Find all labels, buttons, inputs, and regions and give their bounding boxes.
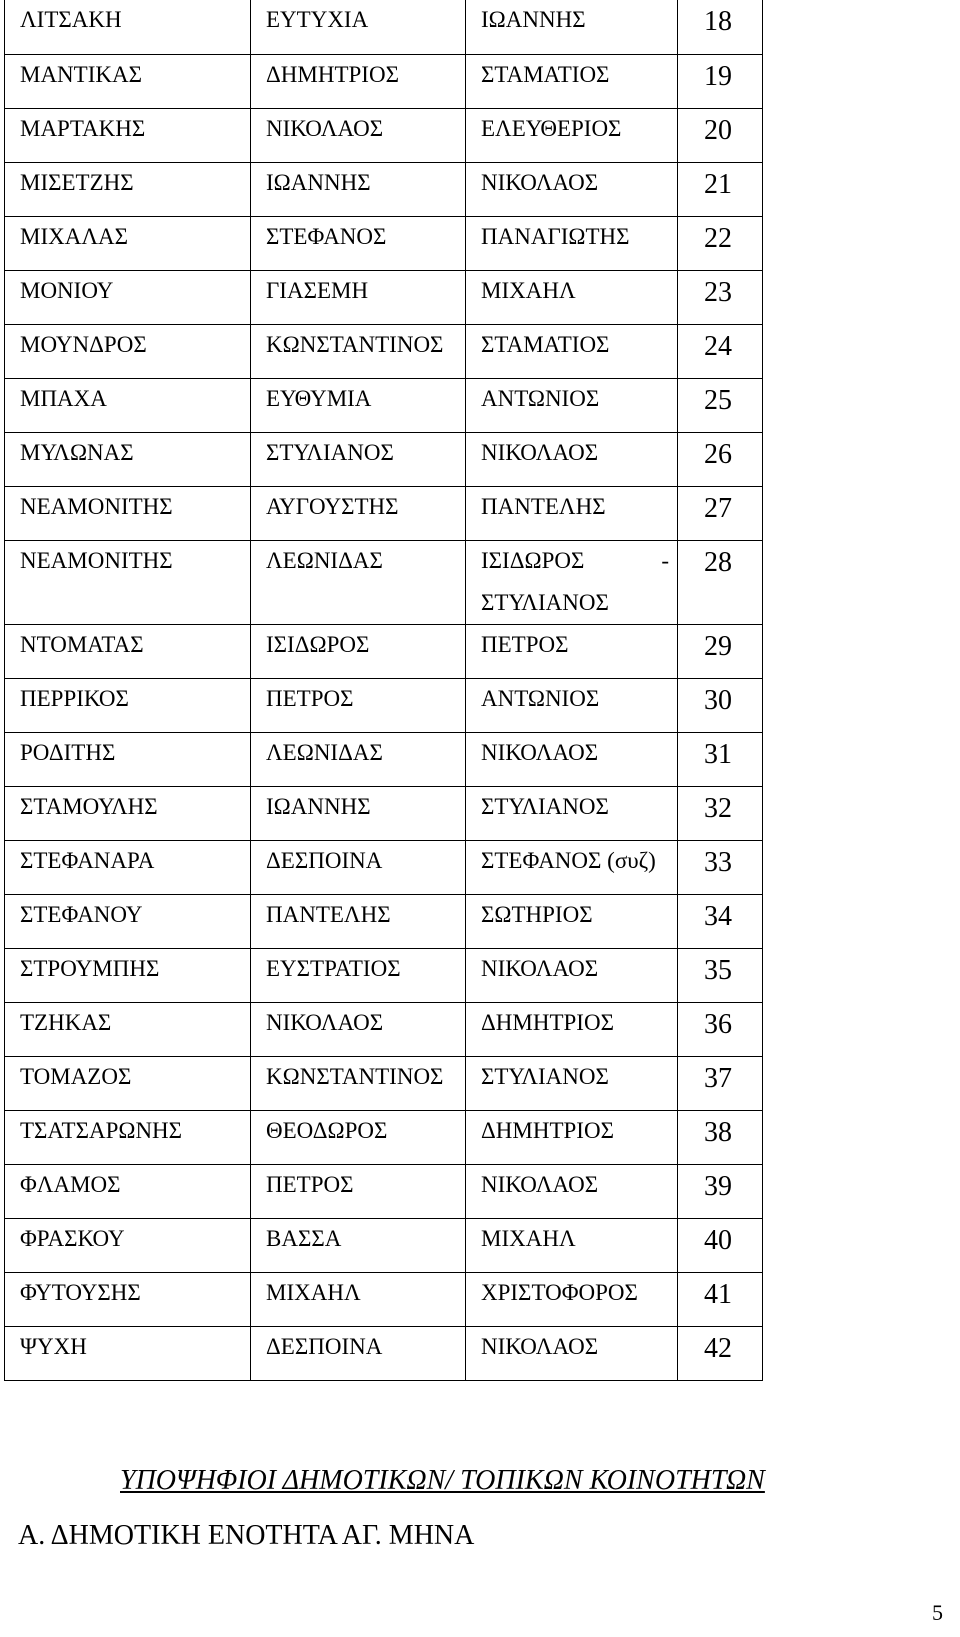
blank-cell [763,678,958,732]
table-row [5,624,958,678]
father-name-cell: ΝΙΚΟΛΑΟΣ [466,162,678,216]
surname-cell: ΦΥΤΟΥΣΗΣ [5,1272,251,1326]
father-name-cell: ΑΝΤΩΝΙΟΣ [466,378,678,432]
number-cell: 19 [678,54,763,108]
surname-cell: ΜΟΝΙΟΥ [5,270,251,324]
father-name-cell: ΣΩΤΗΡΙΟΣ [466,894,678,948]
surname-cell: ΦΡΑΣΚΟΥ [5,1218,251,1272]
table-row [5,486,958,540]
number-cell: 18 [678,0,763,54]
father-name-separator: - [661,547,669,573]
surname-cell: ΤΟΜΑΖΟΣ [5,1056,251,1110]
section-heading: ΥΠΟΨΗΦΙΟΙ ΔΗΜΟΤΙΚΩΝ/ ΤΟΠΙΚΩΝ ΚΟΙΝΟΤΗΤΩΝ [120,1465,765,1496]
table-row [5,54,958,108]
number-cell: 35 [678,948,763,1002]
surname-cell: ΜΥΛΩΝΑΣ [5,432,251,486]
father-name-cell: ΝΙΚΟΛΑΟΣ [466,1326,678,1380]
blank-cell [763,270,958,324]
father-name-cell: ΣΤΕΦΑΝΟΣ (συζ) [466,840,678,894]
number-cell: 39 [678,1164,763,1218]
table-row [5,840,958,894]
number-cell: 27 [678,486,763,540]
name-cell: ΙΩΑΝΝΗΣ [251,786,466,840]
name-cell: ΓΙΑΣΕΜΗ [251,270,466,324]
table-row [5,732,958,786]
table-row [5,216,958,270]
surname-cell: ΣΤΑΜΟΥΛΗΣ [5,786,251,840]
father-name-cell: ΕΛΕΥΘΕΡΙΟΣ [466,108,678,162]
father-name-cell: ΜΙΧΑΗΛ [466,1218,678,1272]
number-cell: 38 [678,1110,763,1164]
blank-cell [763,732,958,786]
blank-cell [763,432,958,486]
table-row [5,948,958,1002]
blank-cell [763,840,958,894]
name-cell: ΛΕΩΝΙΔΑΣ [251,540,466,624]
name-cell: ΕΥΘΥΜΙΑ [251,378,466,432]
number-cell: 37 [678,1056,763,1110]
surname-cell: ΤΣΑΤΣΑΡΩΝΗΣ [5,1110,251,1164]
blank-cell [763,624,958,678]
blank-cell [763,1110,958,1164]
name-cell: ΠΑΝΤΕΛΗΣ [251,894,466,948]
father-name-cell: ΔΗΜΗΤΡΙΟΣ [466,1002,678,1056]
number-cell: 30 [678,678,763,732]
surname-cell: ΤΖΗΚΑΣ [5,1002,251,1056]
name-cell: ΝΙΚΟΛΑΟΣ [251,1002,466,1056]
blank-cell [763,1056,958,1110]
table-row [5,108,958,162]
table-row [5,1272,958,1326]
father-name-cell: ΠΕΤΡΟΣ [466,624,678,678]
blank-cell [763,378,958,432]
father-name-cell: ΝΙΚΟΛΑΟΣ [466,432,678,486]
number-cell: 42 [678,1326,763,1380]
father-name-cell: ΝΙΚΟΛΑΟΣ [466,1164,678,1218]
table-row [5,1218,958,1272]
surname-cell: ΜΑΡΤΑΚΗΣ [5,108,251,162]
father-name-cell: ΣΤΥΛΙΑΝΟΣ [466,1056,678,1110]
surname-cell: ΜΠΑΧΑ [5,378,251,432]
blank-cell [763,894,958,948]
name-cell: ΒΑΣΣΑ [251,1218,466,1272]
blank-cell [763,108,958,162]
name-cell: ΣΤΥΛΙΑΝΟΣ [251,432,466,486]
surname-cell: ΝΕΑΜΟΝΙΤΗΣ [5,540,251,624]
name-cell: ΑΥΓΟΥΣΤΗΣ [251,486,466,540]
name-cell: ΛΕΩΝΙΔΑΣ [251,732,466,786]
number-cell: 29 [678,624,763,678]
surname-cell: ΝΤΟΜΑΤΑΣ [5,624,251,678]
table-row [5,1164,958,1218]
surname-cell: ΜΙΣΕΤΖΗΣ [5,162,251,216]
blank-cell [763,1272,958,1326]
father-name-cell: ΝΙΚΟΛΑΟΣ [466,732,678,786]
table-row [5,432,958,486]
father-name-cell: ΧΡΙΣΤΟΦΟΡΟΣ [466,1272,678,1326]
table-row [5,378,958,432]
table-row [5,1326,958,1380]
name-cell: ΜΙΧΑΗΛ [251,1272,466,1326]
surname-cell: ΡΟΔΙΤΗΣ [5,732,251,786]
name-cell: ΘΕΟΔΩΡΟΣ [251,1110,466,1164]
table-row [5,0,958,54]
surname-cell: ΜΑΝΤΙΚΑΣ [5,54,251,108]
father-name-cell: ΣΤΑΜΑΤΙΟΣ [466,54,678,108]
surname-cell: ΦΛΑΜΟΣ [5,1164,251,1218]
number-cell: 32 [678,786,763,840]
father-name-cell: ΠΑΝΑΓΙΩΤΗΣ [466,216,678,270]
number-cell: 26 [678,432,763,486]
number-cell: 31 [678,732,763,786]
number-cell: 33 [678,840,763,894]
surname-cell: ΣΤΕΦΑΝΟΥ [5,894,251,948]
name-cell: ΔΗΜΗΤΡΙΟΣ [251,54,466,108]
name-cell: ΚΩΝΣΤΑΝΤΙΝΟΣ [251,324,466,378]
father-name-cell: ΝΙΚΟΛΑΟΣ [466,948,678,1002]
blank-cell [763,324,958,378]
blank-cell [763,786,958,840]
table-row [5,270,958,324]
surname-cell: ΠΕΡΡΙΚΟΣ [5,678,251,732]
name-cell: ΕΥΤΥΧΙΑ [251,0,466,54]
number-cell: 36 [678,1002,763,1056]
number-cell: 20 [678,108,763,162]
number-cell: 34 [678,894,763,948]
name-cell: ΠΕΤΡΟΣ [251,1164,466,1218]
blank-cell [763,1164,958,1218]
blank-cell [763,948,958,1002]
table-row [5,678,958,732]
table-row [5,786,958,840]
name-cell: ΔΕΣΠΟΙΝΑ [251,1326,466,1380]
blank-cell [763,1002,958,1056]
father-name-part: ΙΣΙΔΩΡΟΣ [481,547,585,573]
father-name-continuation: ΣΤΥΛΙΑΝΟΣ [481,589,609,615]
number-cell: 25 [678,378,763,432]
blank-cell [763,486,958,540]
father-name-cell [466,540,678,624]
table-row [5,324,958,378]
table-row [5,1056,958,1110]
father-name-cell: ΠΑΝΤΕΛΗΣ [466,486,678,540]
number-cell: 23 [678,270,763,324]
number-cell: 28 [678,540,763,624]
father-name-cell: ΙΩΑΝΝΗΣ [466,0,678,54]
name-cell: ΠΕΤΡΟΣ [251,678,466,732]
blank-cell [763,1218,958,1272]
number-cell: 22 [678,216,763,270]
name-cell: ΣΤΕΦΑΝΟΣ [251,216,466,270]
surname-cell: ΣΤΕΦΑΝΑΡΑ [5,840,251,894]
number-cell: 41 [678,1272,763,1326]
candidates-table [4,0,958,1381]
name-cell: ΝΙΚΟΛΑΟΣ [251,108,466,162]
name-cell: ΚΩΝΣΤΑΝΤΙΝΟΣ [251,1056,466,1110]
surname-cell: ΛΙΤΣΑΚΗ [5,0,251,54]
blank-cell [763,162,958,216]
father-name-cell: ΜΙΧΑΗΛ [466,270,678,324]
father-name-cell: ΣΤΑΜΑΤΙΟΣ [466,324,678,378]
number-cell: 21 [678,162,763,216]
father-name-cell: ΑΝΤΩΝΙΟΣ [466,678,678,732]
table-row [5,540,958,624]
surname-cell: ΜΟΥΝΔΡΟΣ [5,324,251,378]
blank-cell [763,216,958,270]
table-row [5,1002,958,1056]
surname-cell: ΜΙΧΑΛΑΣ [5,216,251,270]
blank-cell [763,540,958,624]
blank-cell [763,1326,958,1380]
surname-cell: ΨΥΧΗ [5,1326,251,1380]
surname-cell: ΣΤΡΟΥΜΠΗΣ [5,948,251,1002]
name-cell: ΙΩΑΝΝΗΣ [251,162,466,216]
page-number: 5 [932,1600,943,1625]
name-cell: ΙΣΙΔΩΡΟΣ [251,624,466,678]
surname-cell: ΝΕΑΜΟΝΙΤΗΣ [5,486,251,540]
number-cell: 24 [678,324,763,378]
table-row [5,1110,958,1164]
father-name-cell: ΣΤΥΛΙΑΝΟΣ [466,786,678,840]
section-subheading: Α. ΔΗΜΟΤΙΚΗ ΕΝΟΤΗΤΑ ΑΓ. ΜΗΝΑ [18,1520,475,1551]
name-cell: ΕΥΣΤΡΑΤΙΟΣ [251,948,466,1002]
blank-cell [763,0,958,54]
name-cell: ΔΕΣΠΟΙΝΑ [251,840,466,894]
father-name-cell: ΔΗΜΗΤΡΙΟΣ [466,1110,678,1164]
number-cell: 40 [678,1218,763,1272]
table-row [5,894,958,948]
blank-cell [763,54,958,108]
table-row [5,162,958,216]
